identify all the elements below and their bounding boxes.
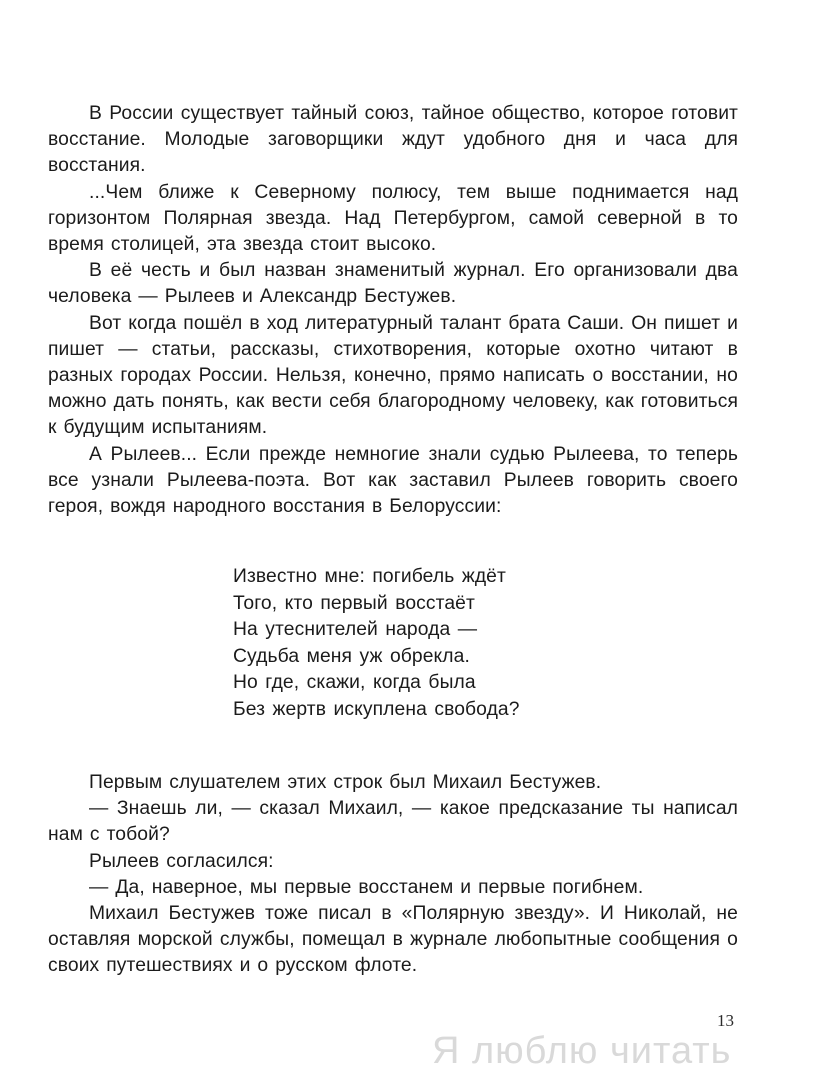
paragraph: Михаил Бестужев тоже писал в «Полярную звезду». И Николай, не оставляя морской службы, помещал в журнале любопытные сообщения о своих путешествиях и о русском флоте. (48, 903, 738, 977)
paragraph: Рылеев согласился: (89, 850, 274, 872)
poem-line: Известно мне: погибель ждёт (233, 566, 506, 587)
paragraph: — Знаешь ли, — сказал Михаил, — какое предсказание ты написал нам с тобой? (48, 798, 738, 846)
paragraph: Вот когда пошёл в ход литературный талант брата Саши. Он пишет и пишет — статьи, рассказы, стихотворения, которые охотно читают в разных городах России. Нельзя, конечно, прямо написать о восстании, но можно дать понять, как вести себя благородному человеку, как готовиться к будущим испытаниям. (48, 312, 738, 439)
watermark: Я люблю читать (432, 1030, 732, 1072)
page-number: 13 (717, 1011, 734, 1030)
prose-section-bottom (48, 770, 738, 980)
poem-line: Того, кто первый восстаёт (233, 592, 475, 614)
paragraph: — Да, наверное, мы первые восстанем и первые погибнем. (89, 876, 644, 898)
paragraph: В России существует тайный союз, тайное общество, которое готовит восстание. Молодые заговорщики ждут удобного дня и часа для восстания. (48, 103, 738, 177)
paragraph: ...Чем ближе к Северному полюсу, тем выше поднимается над горизонтом Полярная звезда. Над Петербургом, самой северной в то время столицей, эта звезда стоит высоко. (48, 181, 738, 256)
poem-line: Судьба меня уж обрекла. (233, 645, 470, 667)
paragraph: В её честь и был назван знаменитый журнал. Его организовали два человека — Рылеев и Александр Бестужев. (48, 260, 738, 308)
prose-section-top (48, 101, 738, 520)
poem-line: На утеснителей народа — (233, 619, 478, 640)
paragraph: Первым слушателем этих строк был Михаил Бестужев. (89, 772, 602, 793)
paragraph: А Рылеев... Если прежде немногие знали судью Рылеева, то теперь все узнали Рылеева-поэта. Вот как заставил Рылеев говорить своего героя, вождя народного восстания в Белоруссии: (48, 443, 738, 518)
poem-line: Без жертв искуплена свобода? (233, 698, 520, 720)
poem-line: Но где, скажи, когда была (233, 672, 476, 693)
poem-stanza (233, 564, 520, 723)
